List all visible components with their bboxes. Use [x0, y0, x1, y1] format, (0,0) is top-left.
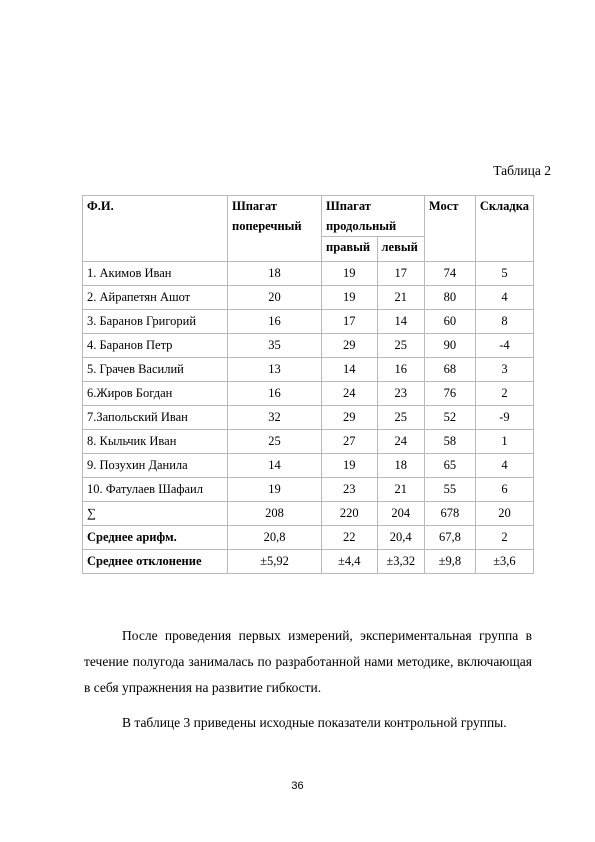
cell-most: 74	[424, 262, 475, 286]
cell-pravy: 27	[322, 430, 378, 454]
cell-skladka: -9	[475, 406, 533, 430]
cell-pravy: 17	[322, 310, 378, 334]
cell-popereck: 18	[228, 262, 322, 286]
cell-name: 2. Айрапетян Ашот	[83, 286, 228, 310]
paragraph-2-text: В таблице 3 приведены исходные показатели контрольной группы.	[122, 715, 507, 730]
header-shpagat-prodolny: Шпагат продольный	[322, 196, 425, 237]
cell-name: Среднее арифм.	[83, 526, 228, 550]
cell-popereck: ±5,92	[228, 550, 322, 574]
cell-name: 5. Грачев Василий	[83, 358, 228, 382]
cell-name: 10. Фатулаев Шафаил	[83, 478, 228, 502]
header-pravy: правый	[322, 237, 378, 262]
cell-skladka: 20	[475, 502, 533, 526]
cell-skladka: 4	[475, 454, 533, 478]
cell-name: 7.Запольский Иван	[83, 406, 228, 430]
cell-levy: 17	[377, 262, 424, 286]
cell-name: 1. Акимов Иван	[83, 262, 228, 286]
table-row	[83, 358, 534, 382]
table-row	[83, 478, 534, 502]
cell-pravy: 19	[322, 262, 378, 286]
cell-popereck: 20	[228, 286, 322, 310]
cell-skladka: 2	[475, 526, 533, 550]
cell-popereck: 14	[228, 454, 322, 478]
cell-most: 58	[424, 430, 475, 454]
table-row	[83, 406, 534, 430]
cell-popereck: 35	[228, 334, 322, 358]
cell-levy: ±3,32	[377, 550, 424, 574]
header-levy: левый	[377, 237, 424, 262]
cell-skladka: 4	[475, 286, 533, 310]
cell-popereck: 25	[228, 430, 322, 454]
table-row	[83, 310, 534, 334]
cell-popereck: 16	[228, 310, 322, 334]
cell-levy: 14	[377, 310, 424, 334]
cell-popereck: 19	[228, 478, 322, 502]
cell-levy: 23	[377, 382, 424, 406]
table-header-row	[83, 196, 534, 237]
cell-name: 3. Баранов Григорий	[83, 310, 228, 334]
cell-levy: 20,4	[377, 526, 424, 550]
table-body	[83, 262, 534, 574]
cell-skladka: 5	[475, 262, 533, 286]
cell-levy: 21	[377, 478, 424, 502]
page-number: 36	[291, 780, 304, 792]
table-row	[83, 286, 534, 310]
table-row	[83, 334, 534, 358]
header-most: Мост	[424, 196, 475, 262]
cell-most: 80	[424, 286, 475, 310]
cell-pravy: 24	[322, 382, 378, 406]
header-skladka: Складка	[475, 196, 533, 262]
cell-levy: 25	[377, 406, 424, 430]
cell-skladka: 6	[475, 478, 533, 502]
cell-pravy: 19	[322, 454, 378, 478]
cell-most: 90	[424, 334, 475, 358]
cell-most: 67,8	[424, 526, 475, 550]
cell-most: 76	[424, 382, 475, 406]
cell-pravy: 220	[322, 502, 378, 526]
table-row	[83, 550, 534, 574]
cell-levy: 18	[377, 454, 424, 478]
cell-popereck: 16	[228, 382, 322, 406]
cell-skladka: 1	[475, 430, 533, 454]
table-row	[83, 502, 534, 526]
header-shpagat-poperechny: Шпагат поперечный	[228, 196, 322, 262]
header-fio: Ф.И.	[83, 196, 228, 262]
cell-most: 60	[424, 310, 475, 334]
cell-skladka: 8	[475, 310, 533, 334]
cell-pravy: ±4,4	[322, 550, 378, 574]
cell-levy: 24	[377, 430, 424, 454]
cell-most: 52	[424, 406, 475, 430]
cell-most: 65	[424, 454, 475, 478]
table-caption: Таблица 2	[493, 163, 551, 178]
data-table	[82, 195, 534, 574]
cell-pravy: 23	[322, 478, 378, 502]
paragraph-1-text: После проведения первых измерений, экспериментальная группа в течение полугода занималась по разработанной нами методике, включающая в себя упражнения на развитие гибкости.	[84, 628, 532, 695]
cell-most: 68	[424, 358, 475, 382]
cell-most: ±9,8	[424, 550, 475, 574]
cell-skladka: ±3,6	[475, 550, 533, 574]
cell-name: Среднее отклонение	[83, 550, 228, 574]
cell-skladka: 3	[475, 358, 533, 382]
paragraph-2	[84, 710, 532, 736]
cell-name: 4. Баранов Петр	[83, 334, 228, 358]
cell-pravy: 29	[322, 334, 378, 358]
table-row	[83, 382, 534, 406]
cell-popereck: 13	[228, 358, 322, 382]
paragraph-1	[84, 623, 532, 701]
cell-most: 678	[424, 502, 475, 526]
cell-levy: 16	[377, 358, 424, 382]
table-row	[83, 430, 534, 454]
cell-skladka: 2	[475, 382, 533, 406]
cell-popereck: 208	[228, 502, 322, 526]
cell-levy: 25	[377, 334, 424, 358]
cell-pravy: 22	[322, 526, 378, 550]
cell-levy: 21	[377, 286, 424, 310]
cell-name: 9. Позухин Данила	[83, 454, 228, 478]
cell-popereck: 32	[228, 406, 322, 430]
cell-skladka: -4	[475, 334, 533, 358]
table-row	[83, 262, 534, 286]
table-row	[83, 454, 534, 478]
cell-name: 6.Жиров Богдан	[83, 382, 228, 406]
table-row	[83, 526, 534, 550]
cell-name: 8. Кыльчик Иван	[83, 430, 228, 454]
cell-pravy: 19	[322, 286, 378, 310]
cell-name: ∑	[83, 502, 228, 526]
cell-most: 55	[424, 478, 475, 502]
cell-popereck: 20,8	[228, 526, 322, 550]
cell-pravy: 29	[322, 406, 378, 430]
cell-levy: 204	[377, 502, 424, 526]
cell-pravy: 14	[322, 358, 378, 382]
